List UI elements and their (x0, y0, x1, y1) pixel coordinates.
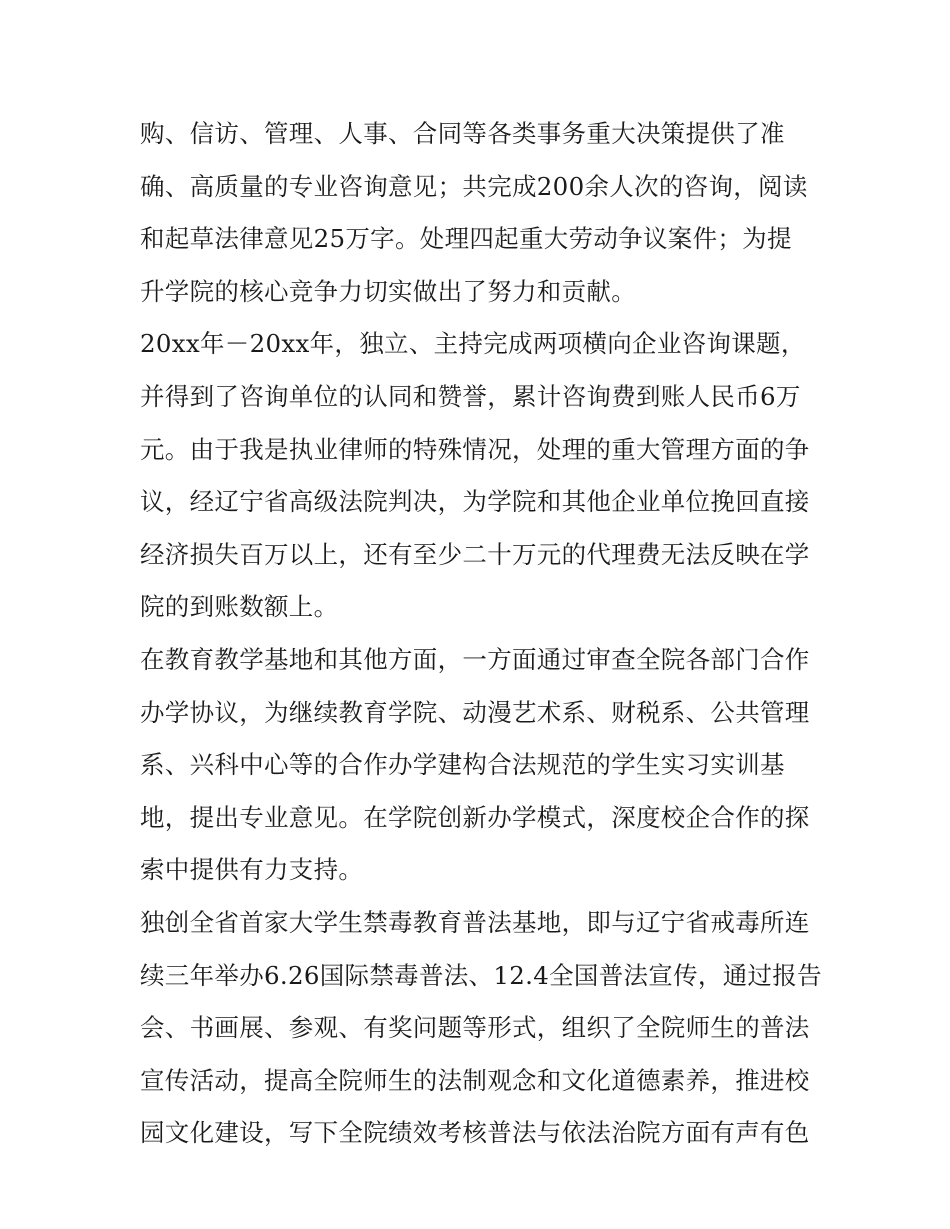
document-body (140, 108, 820, 1160)
text-line: 元。由于我是执业律师的特殊情况，处理的重大管理方面的争 (140, 434, 810, 464)
text-line: 办学协议，为继续教育学院、动漫艺术系、财税系、公共管理 (140, 697, 810, 727)
text-line: 系、兴科中心等的合作办学建构合法规范的学生实习实训基 (140, 750, 785, 780)
text-line: 地，提出专业意见。在学院创新办学模式，深度校企合作的探 (140, 802, 810, 832)
text-line: 院的到账数额上。 (140, 592, 339, 622)
text-line: 经济损失百万以上，还有至少二十万元的代理费无法反映在学 (140, 539, 810, 569)
text-line: 并得到了咨询单位的认同和赞誉，累计咨询费到账人民币6万 (140, 381, 801, 411)
text-line: 议，经辽宁省高级法院判决，为学院和其他企业单位挽回直接 (140, 487, 810, 517)
text-line: 升学院的核心竞争力切实做出了努力和贡献。 (140, 276, 636, 306)
text-line: 园文化建设，写下全院绩效考核普法与依法治院方面有声有色 (140, 1118, 810, 1148)
text-line: 独创全省首家大学生禁毒教育普法基地，即与辽宁省戒毒所连 (140, 907, 810, 937)
text-line: 宣传活动，提高全院师生的法制观念和文化道德素养，推进校 (140, 1065, 810, 1095)
text-line: 会、书画展、参观、有奖问题等形式，组织了全院师生的普法 (140, 1013, 810, 1043)
text-line: 购、信访、管理、人事、合同等各类事务重大决策提供了准 (140, 119, 785, 148)
text-line: 20xx年－20xx年，独立、主持完成两项横向企业咨询课题， (140, 329, 806, 359)
text-line: 续三年举办6.26国际禁毒普法、12.4全国普法宣传，通过报告 (140, 960, 822, 990)
text-line: 在教育教学基地和其他方面，一方面通过审查全院各部门合作 (140, 644, 810, 674)
text-line: 和起草法律意见25万字。处理四起重大劳动争议案件；为提 (140, 224, 792, 254)
text-line: 索中提供有力支持。 (140, 855, 364, 885)
text-line: 确、高质量的专业咨询意见；共完成200余人次的咨询，阅读 (140, 171, 808, 201)
